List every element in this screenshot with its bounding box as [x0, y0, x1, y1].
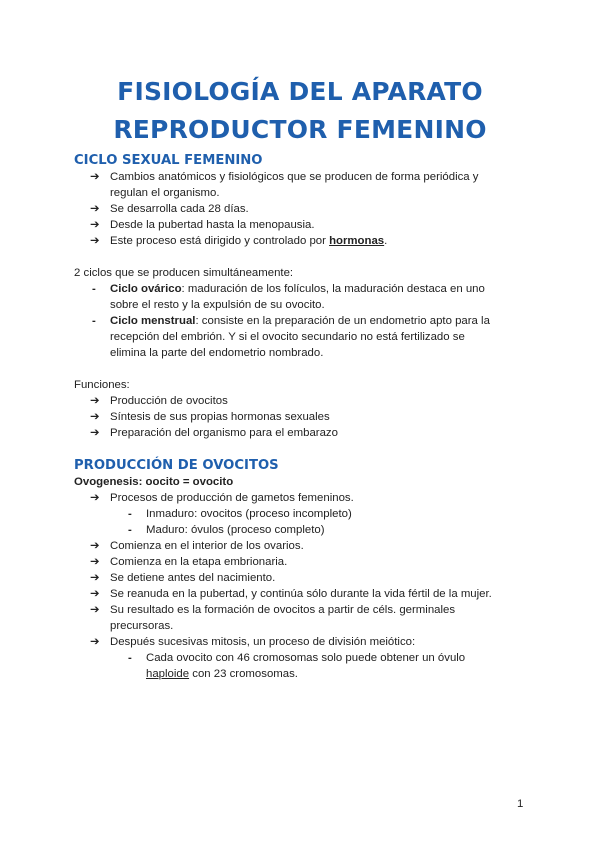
term-haploide: haploide	[146, 668, 190, 680]
cycles-intro: 2 ciclos que se producen simultáneamente:	[74, 267, 294, 279]
keyword-hormonas: hormonas	[329, 235, 385, 247]
list-item: Síntesis de sus propias hormonas sexuales	[110, 411, 330, 423]
page-number: 1	[517, 798, 524, 810]
functions-label: Funciones:	[74, 379, 130, 391]
dash-bullet-icon: -	[128, 652, 132, 664]
arrow-bullet-icon: ➔	[90, 219, 100, 231]
list-item: Comienza en el interior de los ovarios.	[110, 540, 304, 552]
arrow-bullet-icon: ➔	[90, 540, 100, 552]
dash-bullet-icon: -	[128, 508, 132, 520]
list-item: Se reanuda en la pubertad, y continúa sólo durante la vida fértil de la mujer.	[110, 588, 492, 600]
arrow-bullet-icon: ➔	[90, 235, 100, 247]
list-item	[110, 233, 387, 249]
list-item	[110, 313, 490, 329]
arrow-bullet-icon: ➔	[90, 636, 100, 648]
arrow-bullet-icon: ➔	[90, 395, 100, 407]
sub-list-item: Cada ovocito con 46 cromosomas solo puede obtener un óvulo	[146, 652, 466, 664]
list-item-text: .	[384, 235, 388, 247]
arrow-bullet-icon: ➔	[90, 492, 100, 504]
list-item-text: : consiste en la preparación de un endometrio apto para la	[195, 315, 490, 327]
list-item: Preparación del organismo para el embarazo	[110, 427, 338, 439]
page-title-line-1: FISIOLOGÍA DEL APARATO	[117, 77, 483, 106]
arrow-bullet-icon: ➔	[90, 588, 100, 600]
list-item-continuation: sobre el resto y la expulsión de su ovocito.	[110, 299, 325, 311]
list-item-continuation: elimina la parte del endometrio nombrado.	[110, 347, 324, 359]
list-item: Comienza en la etapa embrionaria.	[110, 556, 288, 568]
list-item-continuation: precursoras.	[110, 620, 174, 632]
term-ciclo-menstrual: Ciclo menstrual	[110, 315, 196, 327]
list-item: Se detiene antes del nacimiento.	[110, 572, 276, 584]
arrow-bullet-icon: ➔	[90, 604, 100, 616]
sub-list-item: Maduro: óvulos (proceso completo)	[146, 524, 325, 536]
sub-list-item-continuation	[146, 666, 298, 682]
list-item: Su resultado es la formación de ovocitos a partir de céls. germinales	[110, 604, 456, 616]
list-item-text: Este proceso está dirigido y controlado por	[110, 235, 330, 247]
section-heading-produccion-ovocitos: PRODUCCIÓN DE OVOCITOS	[74, 458, 279, 473]
list-item-text: con 23 cromosomas.	[189, 668, 298, 680]
list-item: Cambios anatómicos y fisiológicos que se producen de forma periódica y	[110, 171, 479, 183]
page-title-line-2: REPRODUCTOR FEMENINO	[113, 115, 487, 144]
arrow-bullet-icon: ➔	[90, 572, 100, 584]
term-ciclo-ovarico: Ciclo ovárico	[110, 283, 182, 295]
list-item: Procesos de producción de gametos femeninos.	[110, 492, 354, 504]
arrow-bullet-icon: ➔	[90, 427, 100, 439]
list-item: Producción de ovocitos	[110, 395, 228, 407]
list-item: Se desarrolla cada 28 días.	[110, 203, 249, 215]
dash-bullet-icon: -	[92, 283, 96, 295]
list-item-continuation: regulan el organismo.	[110, 187, 220, 199]
list-item: Después sucesivas mitosis, un proceso de división meiótico:	[110, 636, 416, 648]
list-item-continuation: recepción del embrión. Y si el ovocito secundario no está fertilizado se	[110, 331, 465, 343]
subheading-ovogenesis: Ovogenesis: oocito = ovocito	[74, 476, 234, 488]
arrow-bullet-icon: ➔	[90, 411, 100, 423]
section-heading-ciclo-sexual: CICLO SEXUAL FEMENINO	[74, 153, 263, 168]
sub-list-item: Inmaduro: ovocitos (proceso incompleto)	[146, 508, 352, 520]
list-item-text: : maduración de los folículos, la maduración destaca en uno	[181, 283, 485, 295]
list-item	[110, 281, 485, 297]
dash-bullet-icon: -	[128, 524, 132, 536]
arrow-bullet-icon: ➔	[90, 171, 100, 183]
arrow-bullet-icon: ➔	[90, 556, 100, 568]
dash-bullet-icon: -	[92, 315, 96, 327]
list-item: Desde la pubertad hasta la menopausia.	[110, 219, 315, 231]
arrow-bullet-icon: ➔	[90, 203, 100, 215]
